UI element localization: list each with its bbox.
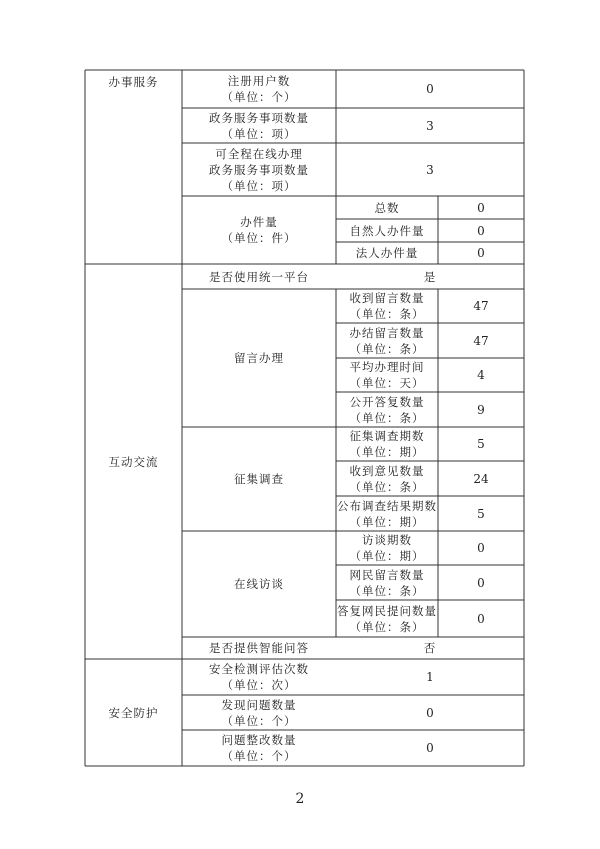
survey-label: 征集调查	[234, 472, 284, 486]
survey-opinions-value: 24	[473, 471, 489, 486]
online-items-label: 可全程在线办理 政务服务事项数量 （单位：项）	[209, 146, 309, 193]
security-checks-value: 1	[426, 670, 434, 684]
interview-label: 在线访谈	[234, 577, 284, 591]
messages-label: 留言办理	[234, 351, 284, 365]
online-items-value: 3	[426, 162, 434, 177]
interview-messages-value: 0	[477, 575, 485, 590]
interview-replies-value: 0	[477, 611, 485, 626]
service-items-label: 政务服务事项数量 （单位：项）	[209, 110, 309, 141]
unified-platform-value: 是	[423, 269, 437, 284]
section-security: 安全防护	[108, 705, 159, 720]
handled-natural-value: 0	[477, 223, 485, 238]
unified-platform-label: 是否使用统一平台	[209, 269, 309, 284]
section-interaction: 互动交流	[108, 454, 159, 469]
messages-public-label: 公开答复数量 （单位：条）	[349, 394, 425, 425]
messages-public-value: 9	[477, 402, 485, 417]
security-fixed-label: 问题整改数量 （单位：个）	[221, 733, 297, 763]
handled-total-value: 0	[477, 200, 485, 215]
handled-label: 办件量 （单位：件）	[221, 215, 297, 245]
messages-received-label: 收到留言数量 （单位：条）	[349, 291, 425, 321]
interview-periods-label: 访谈期数 （单位：期）	[349, 533, 425, 563]
survey-periods-label: 征集调查期数 （单位：期）	[349, 429, 425, 459]
interview-periods-value: 0	[477, 541, 485, 555]
interview-messages-label: 网民留言数量 （单位：条）	[349, 567, 425, 598]
registered-users-value: 0	[426, 82, 434, 96]
messages-avgtime-value: 4	[477, 368, 485, 382]
service-items-value: 3	[426, 118, 434, 133]
page-number: 2	[295, 791, 305, 807]
messages-received-value: 47	[473, 299, 489, 313]
security-fixed-value: 0	[426, 741, 434, 755]
smart-qa-value: 否	[423, 641, 437, 655]
survey-results-label: 公布调查结果期数 （单位：期）	[337, 498, 437, 529]
messages-closed-label: 办结留言数量 （单位：条）	[349, 325, 425, 356]
security-issues-value: 0	[426, 705, 434, 720]
handled-legal-label: 法人办件量	[355, 246, 419, 260]
messages-avgtime-label: 平均办理时间 （单位：天）	[349, 360, 425, 390]
survey-opinions-label: 收到意见数量 （单位：条）	[349, 463, 425, 494]
security-checks-label: 安全检测评估次数 （单位：次）	[209, 662, 309, 692]
messages-closed-value: 47	[473, 333, 489, 348]
security-issues-label: 发现问题数量 （单位：个）	[221, 697, 297, 728]
survey-results-value: 5	[477, 506, 485, 521]
section-service: 办事服务	[108, 75, 159, 89]
smart-qa-label: 是否提供智能问答	[209, 641, 309, 655]
registered-users-label: 注册用户数 （单位：个）	[221, 74, 297, 104]
survey-periods-value: 5	[477, 437, 485, 451]
handled-legal-value: 0	[477, 246, 485, 260]
interview-replies-label: 答复网民提问数量 （单位：条）	[337, 603, 437, 634]
handled-natural-label: 自然人办件量	[349, 223, 425, 238]
handled-total-label: 总数	[374, 200, 400, 215]
